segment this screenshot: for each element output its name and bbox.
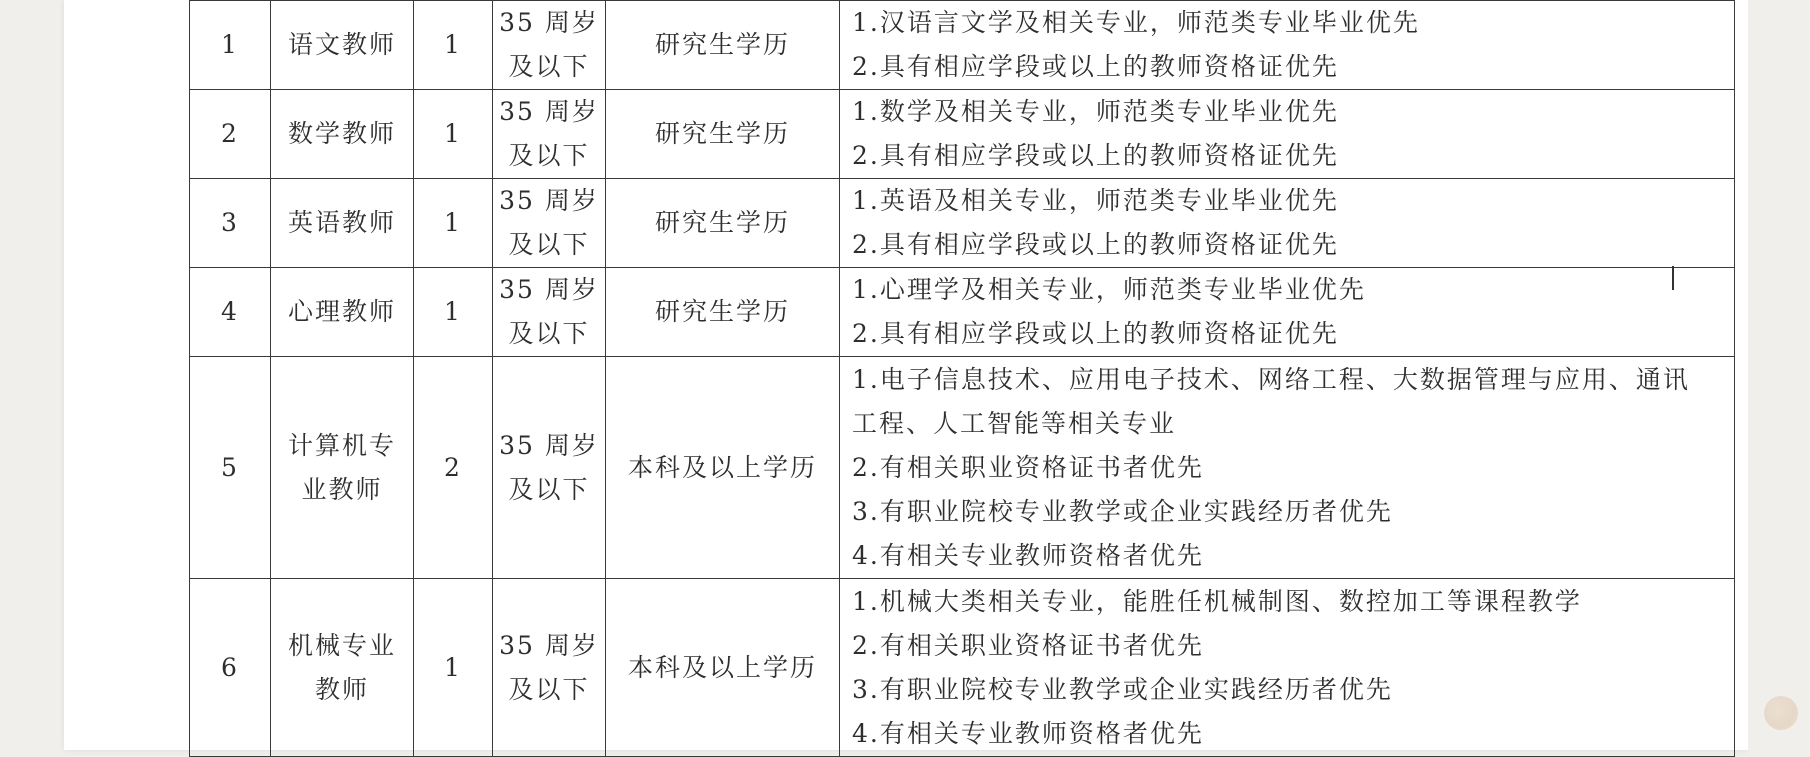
age-line: 及以下 — [508, 52, 590, 81]
position-cell: 语文教师 — [271, 1, 414, 90]
table-row — [190, 268, 1735, 357]
position-line: 计算机专 — [287, 430, 396, 460]
age-line: 35 周岁 — [499, 97, 599, 126]
age-line: 及以下 — [508, 474, 590, 504]
age-cell — [493, 357, 606, 579]
age-cell — [493, 268, 606, 357]
position-line: 教师 — [314, 674, 369, 704]
position-cell — [271, 579, 414, 757]
floating-assistant-icon[interactable] — [1764, 696, 1798, 730]
requirement-line: 1.汉语言文学及相关专业，师范类专业毕业优先 — [852, 8, 1420, 37]
education-cell: 研究生学历 — [606, 1, 840, 90]
count-cell: 1 — [414, 179, 493, 268]
age-line: 及以下 — [508, 141, 590, 170]
document-page — [64, 0, 1748, 750]
count-cell: 1 — [414, 268, 493, 357]
page-margin-right — [1748, 0, 1810, 750]
education-cell: 研究生学历 — [606, 268, 840, 357]
requirement-line: 4.有相关专业教师资格者优先 — [852, 540, 1204, 570]
position-cell — [271, 357, 414, 579]
position-cell: 心理教师 — [271, 268, 414, 357]
requirement-line: 4.有相关专业教师资格者优先 — [852, 718, 1204, 748]
age-line: 及以下 — [508, 319, 590, 348]
requirement-line: 1.英语及相关专业，师范类专业毕业优先 — [852, 186, 1339, 215]
requirement-line: 工程、人工智能等相关专业 — [852, 408, 1177, 438]
age-line: 及以下 — [508, 674, 590, 704]
age-cell — [493, 179, 606, 268]
requirement-line: 1.数学及相关专业，师范类专业毕业优先 — [852, 97, 1339, 126]
requirements-cell — [840, 268, 1735, 357]
age-line: 35 周岁 — [499, 430, 599, 460]
row-number: 5 — [190, 357, 271, 579]
age-line: 35 周岁 — [499, 186, 599, 215]
requirement-line: 1.心理学及相关专业，师范类专业毕业优先 — [852, 275, 1366, 304]
recruitment-table — [189, 0, 1735, 757]
count-cell: 1 — [414, 90, 493, 179]
education-cell: 本科及以上学历 — [606, 357, 840, 579]
requirement-line: 3.有职业院校专业教学或企业实践经历者优先 — [852, 496, 1393, 526]
row-number: 2 — [190, 90, 271, 179]
requirement-line: 2.具有相应学段或以上的教师资格证优先 — [852, 319, 1339, 348]
requirement-line: 2.具有相应学段或以上的教师资格证优先 — [852, 141, 1339, 170]
text-cursor — [1672, 266, 1674, 290]
table-row — [190, 179, 1735, 268]
education-cell: 本科及以上学历 — [606, 579, 840, 757]
age-line: 35 周岁 — [499, 630, 599, 660]
count-cell: 1 — [414, 1, 493, 90]
requirement-line: 2.有相关职业资格证书者优先 — [852, 630, 1204, 660]
requirements-cell — [840, 1, 1735, 90]
age-cell — [493, 579, 606, 757]
education-cell: 研究生学历 — [606, 90, 840, 179]
position-cell: 数学教师 — [271, 90, 414, 179]
age-line: 及以下 — [508, 230, 590, 259]
table-row — [190, 90, 1735, 179]
age-cell — [493, 1, 606, 90]
requirements-cell — [840, 179, 1735, 268]
position-line: 业教师 — [301, 474, 383, 504]
age-line: 35 周岁 — [499, 275, 599, 304]
position-cell: 英语教师 — [271, 179, 414, 268]
requirements-cell — [840, 90, 1735, 179]
position-line: 机械专业 — [287, 630, 396, 660]
requirement-line: 2.具有相应学段或以上的教师资格证优先 — [852, 52, 1339, 81]
row-number: 1 — [190, 1, 271, 90]
requirement-line: 3.有职业院校专业教学或企业实践经历者优先 — [852, 674, 1393, 704]
row-number: 4 — [190, 268, 271, 357]
row-number: 6 — [190, 579, 271, 757]
age-cell — [493, 90, 606, 179]
table-row — [190, 357, 1735, 579]
table-row — [190, 579, 1735, 757]
requirement-line: 2.有相关职业资格证书者优先 — [852, 452, 1204, 482]
table-row — [190, 1, 1735, 90]
row-number: 3 — [190, 179, 271, 268]
requirements-cell — [840, 357, 1735, 579]
count-cell: 2 — [414, 357, 493, 579]
education-cell: 研究生学历 — [606, 179, 840, 268]
requirements-cell — [840, 579, 1735, 757]
requirement-line: 2.具有相应学段或以上的教师资格证优先 — [852, 230, 1339, 259]
requirement-line: 1.电子信息技术、应用电子技术、网络工程、大数据管理与应用、通讯 — [852, 364, 1690, 394]
age-line: 35 周岁 — [499, 8, 599, 37]
count-cell: 1 — [414, 579, 493, 757]
requirement-line: 1.机械大类相关专业，能胜任机械制图、数控加工等课程教学 — [852, 586, 1582, 616]
